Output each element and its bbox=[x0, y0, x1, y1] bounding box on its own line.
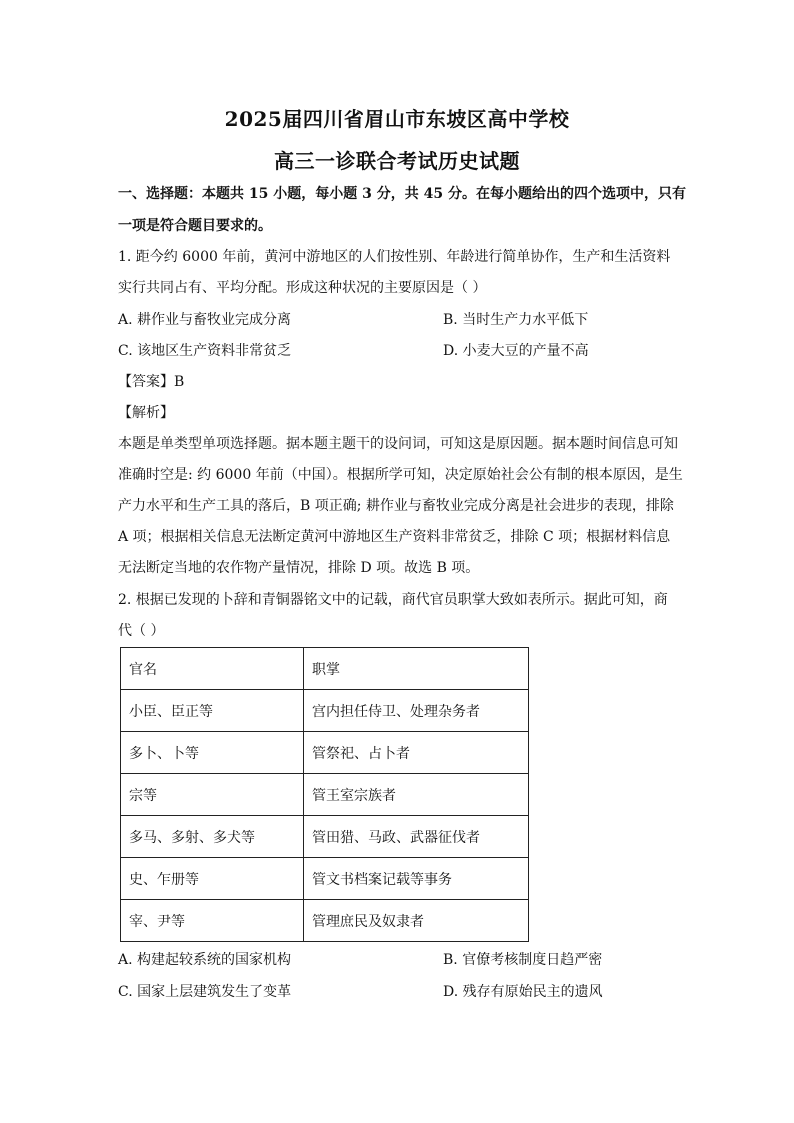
exam-title-line2: 高三一诊联合考试历史试题 bbox=[274, 149, 520, 173]
table-cell-title: 多卜、卜等 bbox=[121, 732, 304, 774]
exam-title-line1: 2025届四川省眉山市东坡区高中学校 bbox=[224, 107, 570, 131]
section-instructions-line2: 一项是符合题目要求的。 bbox=[118, 218, 272, 234]
q2-stem-line2: 代（ ） bbox=[118, 623, 165, 639]
table-cell-title: 史、乍册等 bbox=[121, 858, 304, 900]
table-header-cell: 官名 bbox=[121, 648, 304, 690]
q1-option-a: A. 耕作业与畜牧业完成分离 bbox=[118, 312, 292, 328]
q2-option-a: A. 构建起较系统的国家机构 bbox=[118, 952, 292, 968]
q1-analysis-label: 【解析】 bbox=[118, 405, 174, 421]
table-cell-title: 宰、尹等 bbox=[121, 900, 304, 942]
table-row bbox=[121, 900, 529, 942]
q1-option-b: B. 当时生产力水平低下 bbox=[443, 312, 589, 328]
q1-analysis-line3: 产力水平和生产工具的落后，B 项正确; 耕作业与畜牧业完成分离是社会进步的表现，排除 bbox=[118, 498, 674, 514]
table-cell-title: 宗等 bbox=[121, 774, 304, 816]
table-row bbox=[121, 774, 529, 816]
q2-stem-line1: 2. 根据已发现的卜辞和青铜器铭文中的记载，商代官员职掌大致如表所示。据此可知，商 bbox=[118, 592, 668, 608]
q1-analysis-line1: 本题是单类型单项选择题。据本题主题干的设问词，可知这是原因题。据本题时间信息可知 bbox=[118, 436, 678, 452]
table-row bbox=[121, 816, 529, 858]
table-row bbox=[121, 732, 529, 774]
q1-analysis-line4: A 项；根据相关信息无法断定黄河中游地区生产资料非常贫乏，排除 C 项；根据材料信息 bbox=[118, 529, 671, 545]
q2-option-d: D. 残存有原始民主的遗风 bbox=[443, 984, 603, 1000]
q2-official-duties-table bbox=[120, 647, 529, 942]
table-cell-duty: 管祭祀、占卜者 bbox=[304, 732, 529, 774]
q2-option-b: B. 官僚考核制度日趋严密 bbox=[443, 952, 603, 968]
q1-analysis-line5: 无法断定当地的农作物产量情况，排除 D 项。故选 B 项。 bbox=[118, 560, 480, 576]
q1-option-c: C. 该地区生产资料非常贫乏 bbox=[118, 343, 292, 359]
table-header-row bbox=[121, 648, 529, 690]
q1-stem-line1: 1. 距今约 6000 年前，黄河中游地区的人们按性别、年龄进行简单协作，生产和生活资料 bbox=[118, 249, 671, 265]
q1-option-d: D. 小麦大豆的产量不高 bbox=[443, 343, 589, 359]
table-header-cell: 职掌 bbox=[304, 648, 529, 690]
section-instructions-line1: 一、选择题：本题共 15 小题，每小题 3 分，共 45 分。在每小题给出的四个选项中，只有 bbox=[118, 186, 686, 202]
table-cell-title: 小臣、臣正等 bbox=[121, 690, 304, 732]
q1-analysis-line2: 准确时空是: 约 6000 年前（中国）。根据所学可知，决定原始社会公有制的根本原因，是生 bbox=[118, 467, 683, 483]
table-cell-duty: 管文书档案记载等事务 bbox=[304, 858, 529, 900]
table-row bbox=[121, 690, 529, 732]
q2-option-c: C. 国家上层建筑发生了变革 bbox=[118, 984, 292, 1000]
table-cell-duty: 宫内担任侍卫、处理杂务者 bbox=[304, 690, 529, 732]
table-cell-duty: 管田猎、马政、武器征伐者 bbox=[304, 816, 529, 858]
table-cell-duty: 管王室宗族者 bbox=[304, 774, 529, 816]
q1-stem-line2: 实行共同占有、平均分配。形成这种状况的主要原因是（ ） bbox=[118, 280, 487, 296]
table-row bbox=[121, 858, 529, 900]
q1-answer: 【答案】B bbox=[118, 374, 185, 390]
table-cell-title: 多马、多射、多犬等 bbox=[121, 816, 304, 858]
table-cell-duty: 管理庶民及奴隶者 bbox=[304, 900, 529, 942]
